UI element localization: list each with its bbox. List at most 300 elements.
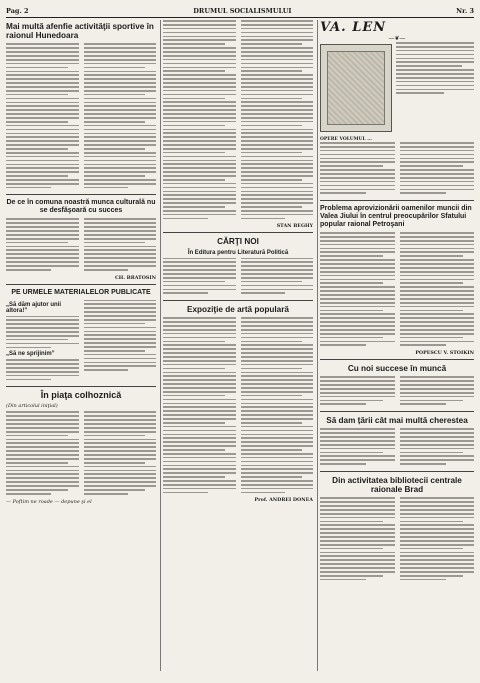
text-line — [241, 368, 303, 370]
text-line — [84, 362, 157, 364]
text-line — [84, 67, 146, 69]
text-line — [241, 325, 314, 327]
text-line — [320, 286, 395, 288]
text-line — [6, 140, 79, 142]
text-line — [400, 169, 475, 171]
text-line — [241, 472, 314, 474]
text-block — [163, 258, 236, 295]
text-line — [400, 279, 475, 281]
text-line — [6, 148, 68, 150]
text-line — [163, 171, 236, 173]
text-line — [6, 466, 79, 468]
text-line — [163, 430, 236, 432]
text-block — [6, 411, 79, 494]
text-line — [400, 146, 475, 148]
text-line — [6, 102, 79, 104]
text-line — [400, 294, 475, 296]
text-line — [163, 90, 236, 92]
text-line — [6, 249, 79, 251]
text-line — [163, 183, 236, 185]
article-title-supply: Problema aprovizionării oamenilor muncii din Valea Jiului în centrul preocupărilor Sfatului popular raional Petroşani — [320, 205, 472, 229]
text-line — [84, 82, 157, 84]
text-block — [241, 20, 314, 219]
text-line — [320, 263, 395, 265]
text-line — [84, 446, 157, 448]
text-line — [320, 436, 395, 438]
text-block — [241, 317, 314, 493]
text-line — [163, 422, 225, 424]
text-line — [241, 453, 314, 455]
text-line — [320, 298, 395, 300]
text-line — [6, 431, 79, 433]
text-line — [163, 20, 236, 22]
text-line — [163, 468, 236, 470]
text-line — [400, 251, 475, 253]
text-line — [320, 267, 395, 269]
text-line — [84, 125, 157, 127]
text-line — [320, 177, 395, 179]
text-line — [6, 323, 79, 325]
text-line — [241, 129, 314, 131]
issue-number: Nr. 3 — [456, 7, 474, 15]
text-line — [400, 325, 475, 327]
text-line — [6, 493, 51, 495]
text-line — [6, 379, 51, 381]
text-line — [6, 179, 79, 181]
text-block — [320, 497, 395, 580]
text-line — [6, 152, 79, 154]
text-line — [400, 403, 446, 405]
text-line — [241, 78, 314, 80]
text-line — [163, 364, 236, 366]
text-line — [241, 449, 303, 451]
text-line — [163, 156, 236, 158]
text-line — [6, 51, 79, 53]
text-line — [241, 395, 303, 397]
text-line — [400, 317, 475, 319]
text-line — [84, 338, 157, 340]
ornament: —❦— — [388, 35, 406, 42]
text-line — [163, 285, 236, 287]
text-line — [241, 163, 314, 165]
text-line — [320, 150, 395, 152]
text-line — [163, 191, 236, 193]
text-line — [84, 117, 157, 119]
text-block — [6, 43, 79, 188]
text-line — [400, 463, 446, 465]
article-title-culture: De ce în comuna noastră munca culturală nu se desfăşoară cu succes — [6, 199, 156, 215]
text-line — [320, 536, 395, 538]
text-line — [163, 434, 236, 436]
text-line — [241, 140, 314, 142]
text-line — [84, 164, 157, 166]
text-line — [241, 258, 314, 260]
text-line — [396, 65, 462, 67]
text-line — [84, 319, 157, 321]
feature-body — [320, 142, 474, 197]
text-line — [84, 129, 157, 131]
text-line — [320, 329, 395, 331]
text-line — [396, 69, 474, 71]
text-line — [320, 540, 395, 542]
text-line — [84, 102, 157, 104]
text-line — [320, 400, 383, 402]
text-line — [320, 444, 395, 446]
text-line — [241, 465, 314, 467]
text-line — [84, 419, 157, 421]
feature-masthead: VA. LEN — [320, 20, 387, 35]
text-line — [84, 167, 157, 169]
text-line — [400, 432, 475, 434]
text-line — [396, 54, 474, 56]
text-line — [6, 71, 79, 73]
text-line — [400, 263, 475, 265]
article-author: CH. BRATOSIN — [114, 274, 156, 281]
column-rule — [317, 20, 318, 671]
text-line — [163, 379, 236, 381]
text-line — [241, 399, 314, 401]
text-line — [163, 317, 236, 319]
text-block — [400, 497, 475, 580]
text-line — [396, 46, 474, 48]
text-line — [320, 344, 366, 346]
text-line — [320, 236, 395, 238]
text-line — [241, 20, 314, 22]
article-body-successes — [320, 376, 474, 408]
text-line — [6, 160, 79, 162]
text-line — [6, 218, 79, 220]
text-line — [163, 206, 225, 208]
text-line — [241, 90, 314, 92]
text-line — [6, 109, 79, 111]
text-line — [84, 454, 157, 456]
text-line — [320, 575, 383, 577]
text-line — [241, 387, 314, 389]
text-line — [84, 423, 157, 425]
text-line — [241, 344, 314, 346]
text-line — [163, 163, 236, 165]
text-line — [241, 39, 314, 41]
image-caption: OPERE VOLUMUL ... — [320, 137, 372, 142]
text-line — [241, 98, 303, 100]
publisher-line: În Editura pentru Literatură Politică — [187, 249, 289, 256]
text-line — [6, 450, 79, 452]
text-line — [6, 477, 79, 479]
text-line — [241, 434, 314, 436]
text-line — [320, 428, 395, 430]
text-line — [84, 183, 157, 185]
text-line — [320, 146, 395, 148]
text-line — [84, 350, 146, 352]
text-line — [6, 411, 79, 413]
text-line — [163, 121, 236, 123]
text-line — [400, 189, 475, 191]
text-line — [84, 148, 146, 150]
text-line — [6, 327, 79, 329]
column-left — [6, 20, 156, 671]
text-line — [241, 480, 314, 482]
text-line — [400, 579, 446, 581]
text-line — [241, 59, 314, 61]
text-line — [241, 47, 314, 49]
text-line — [163, 281, 225, 283]
text-line — [400, 540, 475, 542]
text-line — [84, 136, 157, 138]
text-line — [6, 230, 79, 232]
text-line — [84, 439, 157, 441]
text-line — [163, 198, 236, 200]
text-line — [6, 113, 79, 115]
text-line — [163, 292, 208, 294]
text-line — [400, 459, 475, 461]
text-line — [320, 544, 395, 546]
sub-heading: „Să ne sprijinim” — [6, 351, 55, 358]
text-line — [6, 90, 79, 92]
text-line — [6, 98, 79, 100]
text-line — [241, 352, 314, 354]
text-line — [241, 461, 314, 463]
text-line — [6, 371, 79, 373]
text-line — [84, 226, 157, 228]
text-line — [241, 414, 314, 416]
text-line — [6, 481, 79, 483]
text-line — [84, 171, 157, 173]
text-line — [6, 462, 68, 464]
text-line — [320, 310, 383, 312]
text-line — [320, 306, 395, 308]
text-line — [400, 329, 475, 331]
article-body-culture — [6, 218, 156, 273]
text-line — [84, 74, 157, 76]
text-line — [84, 160, 157, 162]
text-line — [6, 82, 79, 84]
text-line — [163, 333, 236, 335]
text-line — [241, 391, 314, 393]
text-line — [320, 432, 395, 434]
text-block — [163, 317, 236, 493]
text-line — [241, 171, 314, 173]
text-line — [84, 411, 157, 413]
article-title-folk-art: Expoziţie de artă populară — [187, 305, 289, 315]
text-line — [241, 426, 314, 428]
text-line — [320, 173, 395, 175]
text-line — [6, 47, 79, 49]
text-line — [6, 458, 79, 460]
text-line — [320, 142, 395, 144]
text-line — [84, 78, 157, 80]
text-line — [396, 92, 444, 94]
text-line — [320, 567, 395, 569]
text-line — [84, 450, 157, 452]
text-line — [163, 187, 236, 189]
text-line — [84, 55, 157, 57]
text-line — [163, 410, 236, 412]
text-line — [163, 375, 236, 377]
text-line — [320, 169, 395, 171]
text-line — [241, 28, 314, 30]
text-line — [84, 133, 157, 135]
section-new-books — [163, 232, 313, 297]
text-line — [400, 337, 463, 339]
text-line — [241, 82, 314, 84]
text-line — [163, 383, 236, 385]
text-line — [396, 89, 474, 91]
text-line — [241, 372, 314, 374]
text-line — [320, 388, 395, 390]
text-line — [6, 257, 79, 259]
text-line — [241, 67, 314, 69]
text-line — [241, 437, 314, 439]
text-line — [241, 32, 314, 34]
text-line — [163, 125, 225, 127]
text-line — [84, 140, 157, 142]
text-line — [320, 517, 395, 519]
text-line — [163, 202, 236, 204]
text-line — [400, 544, 475, 546]
text-line — [84, 98, 157, 100]
text-line — [320, 271, 395, 273]
text-line — [163, 51, 236, 53]
article-body-follow-up — [6, 300, 156, 384]
text-line — [84, 144, 157, 146]
text-line — [400, 555, 475, 557]
text-line — [400, 455, 475, 457]
text-line — [400, 548, 463, 550]
text-line — [320, 513, 395, 515]
column-right — [320, 20, 474, 671]
text-line — [320, 505, 395, 507]
text-line — [400, 286, 475, 288]
text-line — [84, 257, 157, 259]
text-line — [400, 150, 475, 152]
sub-heading: „Să dăm ajutor unii altora!” — [6, 301, 62, 314]
text-line — [241, 476, 303, 478]
text-line — [320, 524, 395, 526]
text-line — [6, 375, 79, 377]
text-line — [320, 181, 395, 183]
text-line — [6, 78, 79, 80]
text-line — [241, 63, 314, 65]
text-line — [84, 493, 129, 495]
text-line — [241, 341, 303, 343]
text-line — [320, 251, 395, 253]
text-line — [163, 273, 236, 275]
text-line — [6, 485, 79, 487]
text-line — [163, 136, 236, 138]
text-line — [163, 289, 236, 291]
text-line — [396, 81, 474, 83]
text-line — [400, 388, 475, 390]
text-line — [84, 442, 157, 444]
text-line — [400, 436, 475, 438]
text-line — [163, 325, 236, 327]
text-line — [84, 311, 157, 313]
text-line — [6, 454, 79, 456]
text-line — [6, 164, 79, 166]
text-line — [241, 348, 314, 350]
text-line — [6, 335, 79, 337]
text-line — [163, 406, 236, 408]
text-line — [400, 306, 475, 308]
text-line — [241, 156, 314, 158]
text-line — [320, 255, 383, 257]
text-line — [241, 125, 303, 127]
text-line — [163, 24, 236, 26]
text-line — [241, 364, 314, 366]
text-line — [163, 441, 236, 443]
text-line — [241, 441, 314, 443]
text-line — [6, 222, 79, 224]
article-library — [320, 471, 474, 583]
text-line — [400, 509, 475, 511]
text-line — [241, 457, 314, 459]
text-line — [163, 480, 236, 482]
text-line — [163, 391, 236, 393]
text-line — [400, 165, 463, 167]
text-line — [400, 513, 475, 515]
article-body-folk-art — [163, 317, 313, 496]
text-line — [241, 410, 314, 412]
text-line — [320, 459, 395, 461]
text-line — [84, 331, 157, 333]
article-title-market: În piaţa colhoznică — [40, 390, 122, 401]
text-line — [320, 509, 395, 511]
text-line — [241, 179, 303, 181]
newspaper-title: DRUMUL SOCIALISMULUI — [193, 7, 292, 15]
text-line — [320, 376, 395, 378]
text-line — [241, 418, 314, 420]
article-title-library: Din activitatea bibliotecii centrale raionale Brad — [332, 475, 462, 495]
text-line — [163, 132, 236, 134]
text-line — [163, 492, 208, 494]
text-line — [320, 559, 395, 561]
text-line — [400, 444, 475, 446]
text-block — [84, 43, 157, 188]
text-line — [320, 317, 395, 319]
text-line — [84, 234, 157, 236]
text-line — [163, 32, 236, 34]
text-line — [241, 194, 314, 196]
text-line — [84, 489, 146, 491]
text-line — [163, 218, 208, 220]
text-block — [6, 218, 79, 270]
text-line — [320, 302, 395, 304]
text-line — [400, 501, 475, 503]
text-line — [84, 431, 157, 433]
text-line — [84, 218, 157, 220]
text-line — [400, 298, 475, 300]
text-block — [6, 316, 79, 349]
text-line — [6, 367, 79, 369]
text-line — [320, 185, 395, 187]
text-line — [241, 43, 303, 45]
text-line — [163, 43, 225, 45]
text-line — [241, 273, 314, 275]
text-line — [241, 375, 314, 377]
text-line — [400, 344, 446, 346]
text-line — [241, 105, 314, 107]
text-line — [320, 192, 366, 194]
text-line — [400, 452, 463, 454]
text-line — [320, 337, 383, 339]
text-line — [6, 363, 79, 365]
text-line — [241, 337, 314, 339]
text-line — [320, 403, 366, 405]
text-line — [241, 136, 314, 138]
text-line — [163, 55, 236, 57]
text-line — [241, 210, 314, 212]
text-line — [241, 51, 314, 53]
